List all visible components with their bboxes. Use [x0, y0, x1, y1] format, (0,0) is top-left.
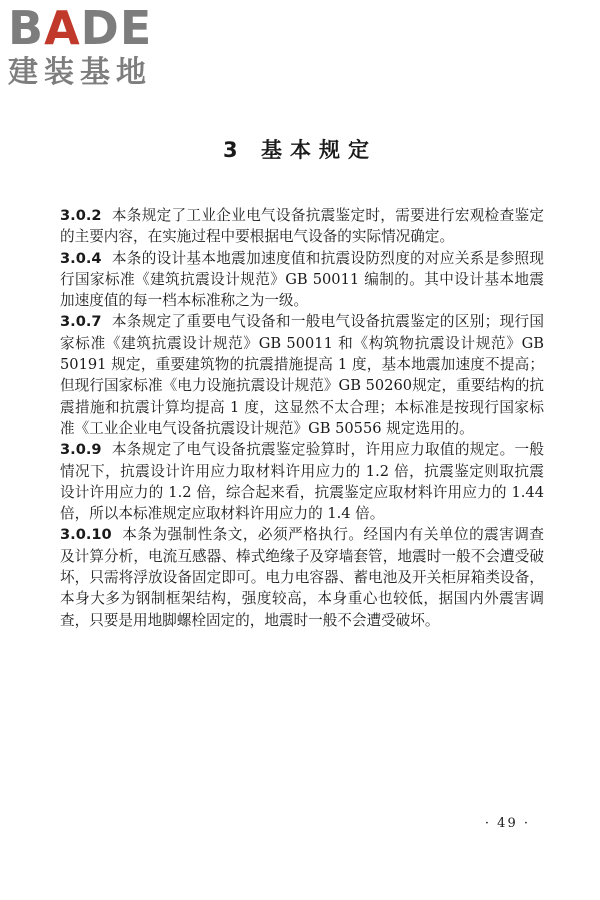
clause-3-0-9: [60, 439, 544, 524]
clause-text: 本条为强制性条文，必须严格执行。经国内有关单位的震害调查及计算分析，电流互感器、棒式绝缘子及穿墙套管，地震时一般不会遭受破坏，只需将浮放设备固定即可。电力电容器、蓄电池及开关柜屏箱类设备，本身大多为钢制框架结构，强度较高，本身重心也较低，据国内外震害调查，只要是用地脚螺栓固定的，地震时一般不会遭受破坏。: [60, 526, 544, 629]
chapter-title: 3 基本规定: [223, 138, 377, 162]
page-number: · 49 ·: [484, 816, 530, 831]
clause-3-0-2: [60, 205, 544, 248]
clause-number: 3.0.7: [60, 313, 102, 331]
logo-accent-letter: A: [44, 1, 81, 55]
clause-list: [60, 205, 544, 631]
clause-number: 3.0.10: [60, 526, 112, 544]
clause-number: 3.0.2: [60, 207, 102, 224]
logo-subtitle: 建装基地: [8, 55, 152, 90]
clause-text: 本条规定了工业企业电气设备抗震鉴定时，需要进行宏观检查鉴定的主要内容，在实施过程中要根据电气设备的实际情况确定。: [60, 207, 544, 246]
logo-suffix: DE: [80, 1, 153, 55]
watermark-logo: [8, 1, 176, 90]
clause-number: 3.0.4: [60, 249, 102, 267]
logo-prefix: B: [8, 1, 45, 55]
clause-text: 本条规定了重要电气设备和一般电气设备抗震鉴定的区别；现行国家标准《建筑抗震设计规范》GB 50011 和《构筑物抗震设计规范》GB 50191 规定，重要建筑物的抗震措施提高 1 度，基本地震加速度不提高；但现行国家标准《电力设施抗震设计规范》GB 50260规定，重要结构的抗震措施和抗震计算均提高 1 度，这显然不太合理；本标准是按现行国家标准《工业企业电气设备抗震设计规范》GB 50556 规定选用的。: [60, 313, 544, 437]
clause-text: 本条的设计基本地震加速度值和抗震设防烈度的对应关系是参照现行国家标准《建筑抗震设计规范》GB 50011 编制的。其中设计基本地震加速度值的每一档本标准称之为一级。: [60, 249, 544, 310]
logo-wordmark: [8, 1, 176, 55]
clause-number: 3.0.9: [60, 441, 102, 459]
clause-3-0-4: [60, 248, 544, 312]
clause-3-0-7: [60, 311, 544, 439]
clause-text: 本条规定了电气设备抗震鉴定验算时，许用应力取值的规定。一般情况下，抗震设计许用应力取材料许用应力的 1.2 倍，抗震鉴定则取抗震设计许用应力的 1.2 倍，综合起来看，抗震鉴定应取材料许用应力的 1.44 倍，所以本标准规定应取材料许用应力的 1.4 倍。: [60, 441, 544, 523]
clause-3-0-10: [60, 524, 544, 630]
